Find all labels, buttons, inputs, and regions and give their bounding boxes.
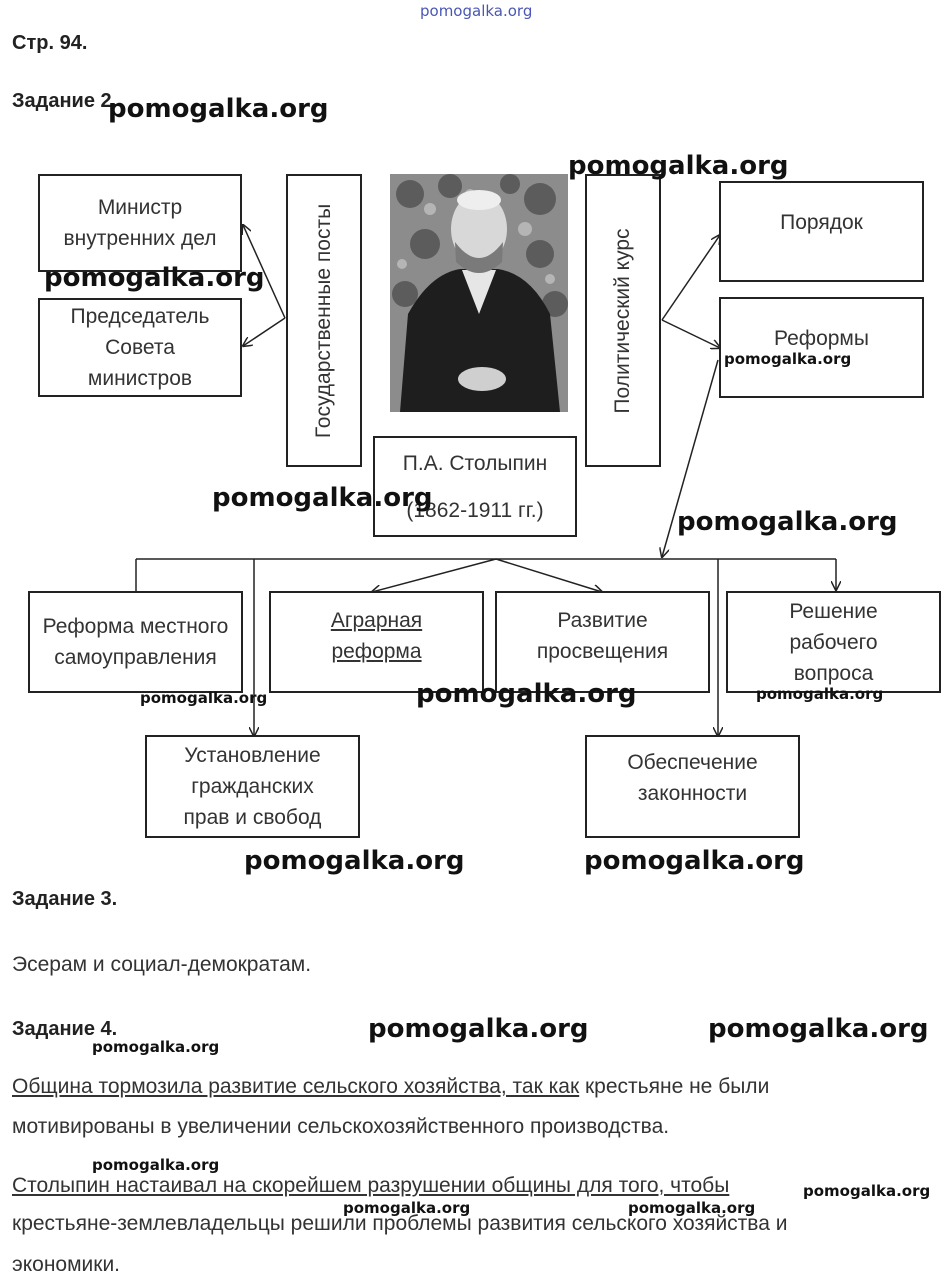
watermark: pomogalka.org <box>140 689 268 707</box>
agrarian-label: Аграрная реформа <box>330 609 423 663</box>
task4-p1-rest: крестьяне не были <box>579 1075 770 1098</box>
task4-paragraph2-line1 <box>12 1174 729 1198</box>
watermark: pomogalka.org <box>343 1199 471 1217</box>
agrarian-box <box>269 591 484 693</box>
education-label: Развитие просвещения <box>536 609 669 663</box>
years-label: (1862-1911 гг.) <box>406 498 544 522</box>
watermark: pomogalka.org <box>568 151 789 181</box>
order-label: Порядок <box>780 211 863 234</box>
watermark: pomogalka.org <box>368 1014 589 1044</box>
watermark: pomogalka.org <box>212 483 433 513</box>
task4-paragraph2-line2: крестьяне-землевладельцы решили проблемы развития сельского хозяйства и <box>12 1212 788 1235</box>
watermark: pomogalka.org <box>584 846 805 876</box>
watermark: pomogalka.org <box>108 94 329 124</box>
education-box <box>495 591 710 693</box>
watermark: pomogalka.org <box>677 507 898 537</box>
name-label: П.А. Столыпин <box>402 451 548 475</box>
watermark: pomogalka.org <box>708 1014 929 1044</box>
workers-box <box>726 591 941 693</box>
top-watermark: pomogalka.org <box>420 2 533 20</box>
task3-answer: Эсерам и социал-демократам. <box>12 953 312 976</box>
task4-heading: Задание 4. <box>12 1018 118 1040</box>
page-label: Стр. 94. <box>12 32 88 54</box>
state-posts-box <box>286 174 362 467</box>
task3-heading: Задание 3. <box>12 888 118 910</box>
chairman-box <box>38 298 242 397</box>
stolypin-portrait <box>390 174 568 412</box>
watermark: pomogalka.org <box>628 1199 756 1217</box>
watermark: pomogalka.org <box>756 685 884 703</box>
watermark: pomogalka.org <box>803 1182 931 1200</box>
task4-p2-underlined: Столыпин настаивал на скорейшем разрушении общины для того, чтобы <box>12 1174 730 1197</box>
task4-paragraph2-line3: экономики. <box>12 1253 121 1276</box>
watermark: pomogalka.org <box>416 679 637 709</box>
watermark: pomogalka.org <box>92 1038 220 1056</box>
watermark: pomogalka.org <box>92 1156 220 1174</box>
political-course-box <box>585 174 661 467</box>
task4-paragraph1-line1 <box>12 1075 769 1099</box>
minister-box <box>38 174 242 272</box>
watermark: pomogalka.org <box>724 350 852 368</box>
reforms-label: Реформы <box>774 327 869 350</box>
watermark: pomogalka.org <box>44 263 265 293</box>
civil-rights-label: Установление гражданских прав и свобод <box>183 744 322 829</box>
task2-heading: Задание 2. <box>12 90 118 112</box>
local-gov-box <box>28 591 243 693</box>
legality-box <box>585 735 800 838</box>
order-box <box>719 181 924 282</box>
chairman-label: Председатель Совета министров <box>70 305 210 390</box>
local-gov-label: Реформа местного самоуправления <box>42 615 229 669</box>
watermark: pomogalka.org <box>244 846 465 876</box>
minister-label: Министр внутренних дел <box>63 196 217 250</box>
task4-paragraph1-line2: мотивированы в увеличении сельскохозяйственного производства. <box>12 1115 670 1138</box>
reforms-box <box>719 297 924 398</box>
legality-label: Обеспечение законности <box>627 751 758 805</box>
workers-label: Решение рабочего вопроса <box>789 599 878 685</box>
task4-p1-underlined: Община тормозила развитие сельского хозяйства, так как <box>12 1075 580 1098</box>
political-course-label: Политический курс <box>611 227 634 414</box>
civil-rights-box <box>145 735 360 838</box>
state-posts-label: Государственные посты <box>312 203 335 438</box>
